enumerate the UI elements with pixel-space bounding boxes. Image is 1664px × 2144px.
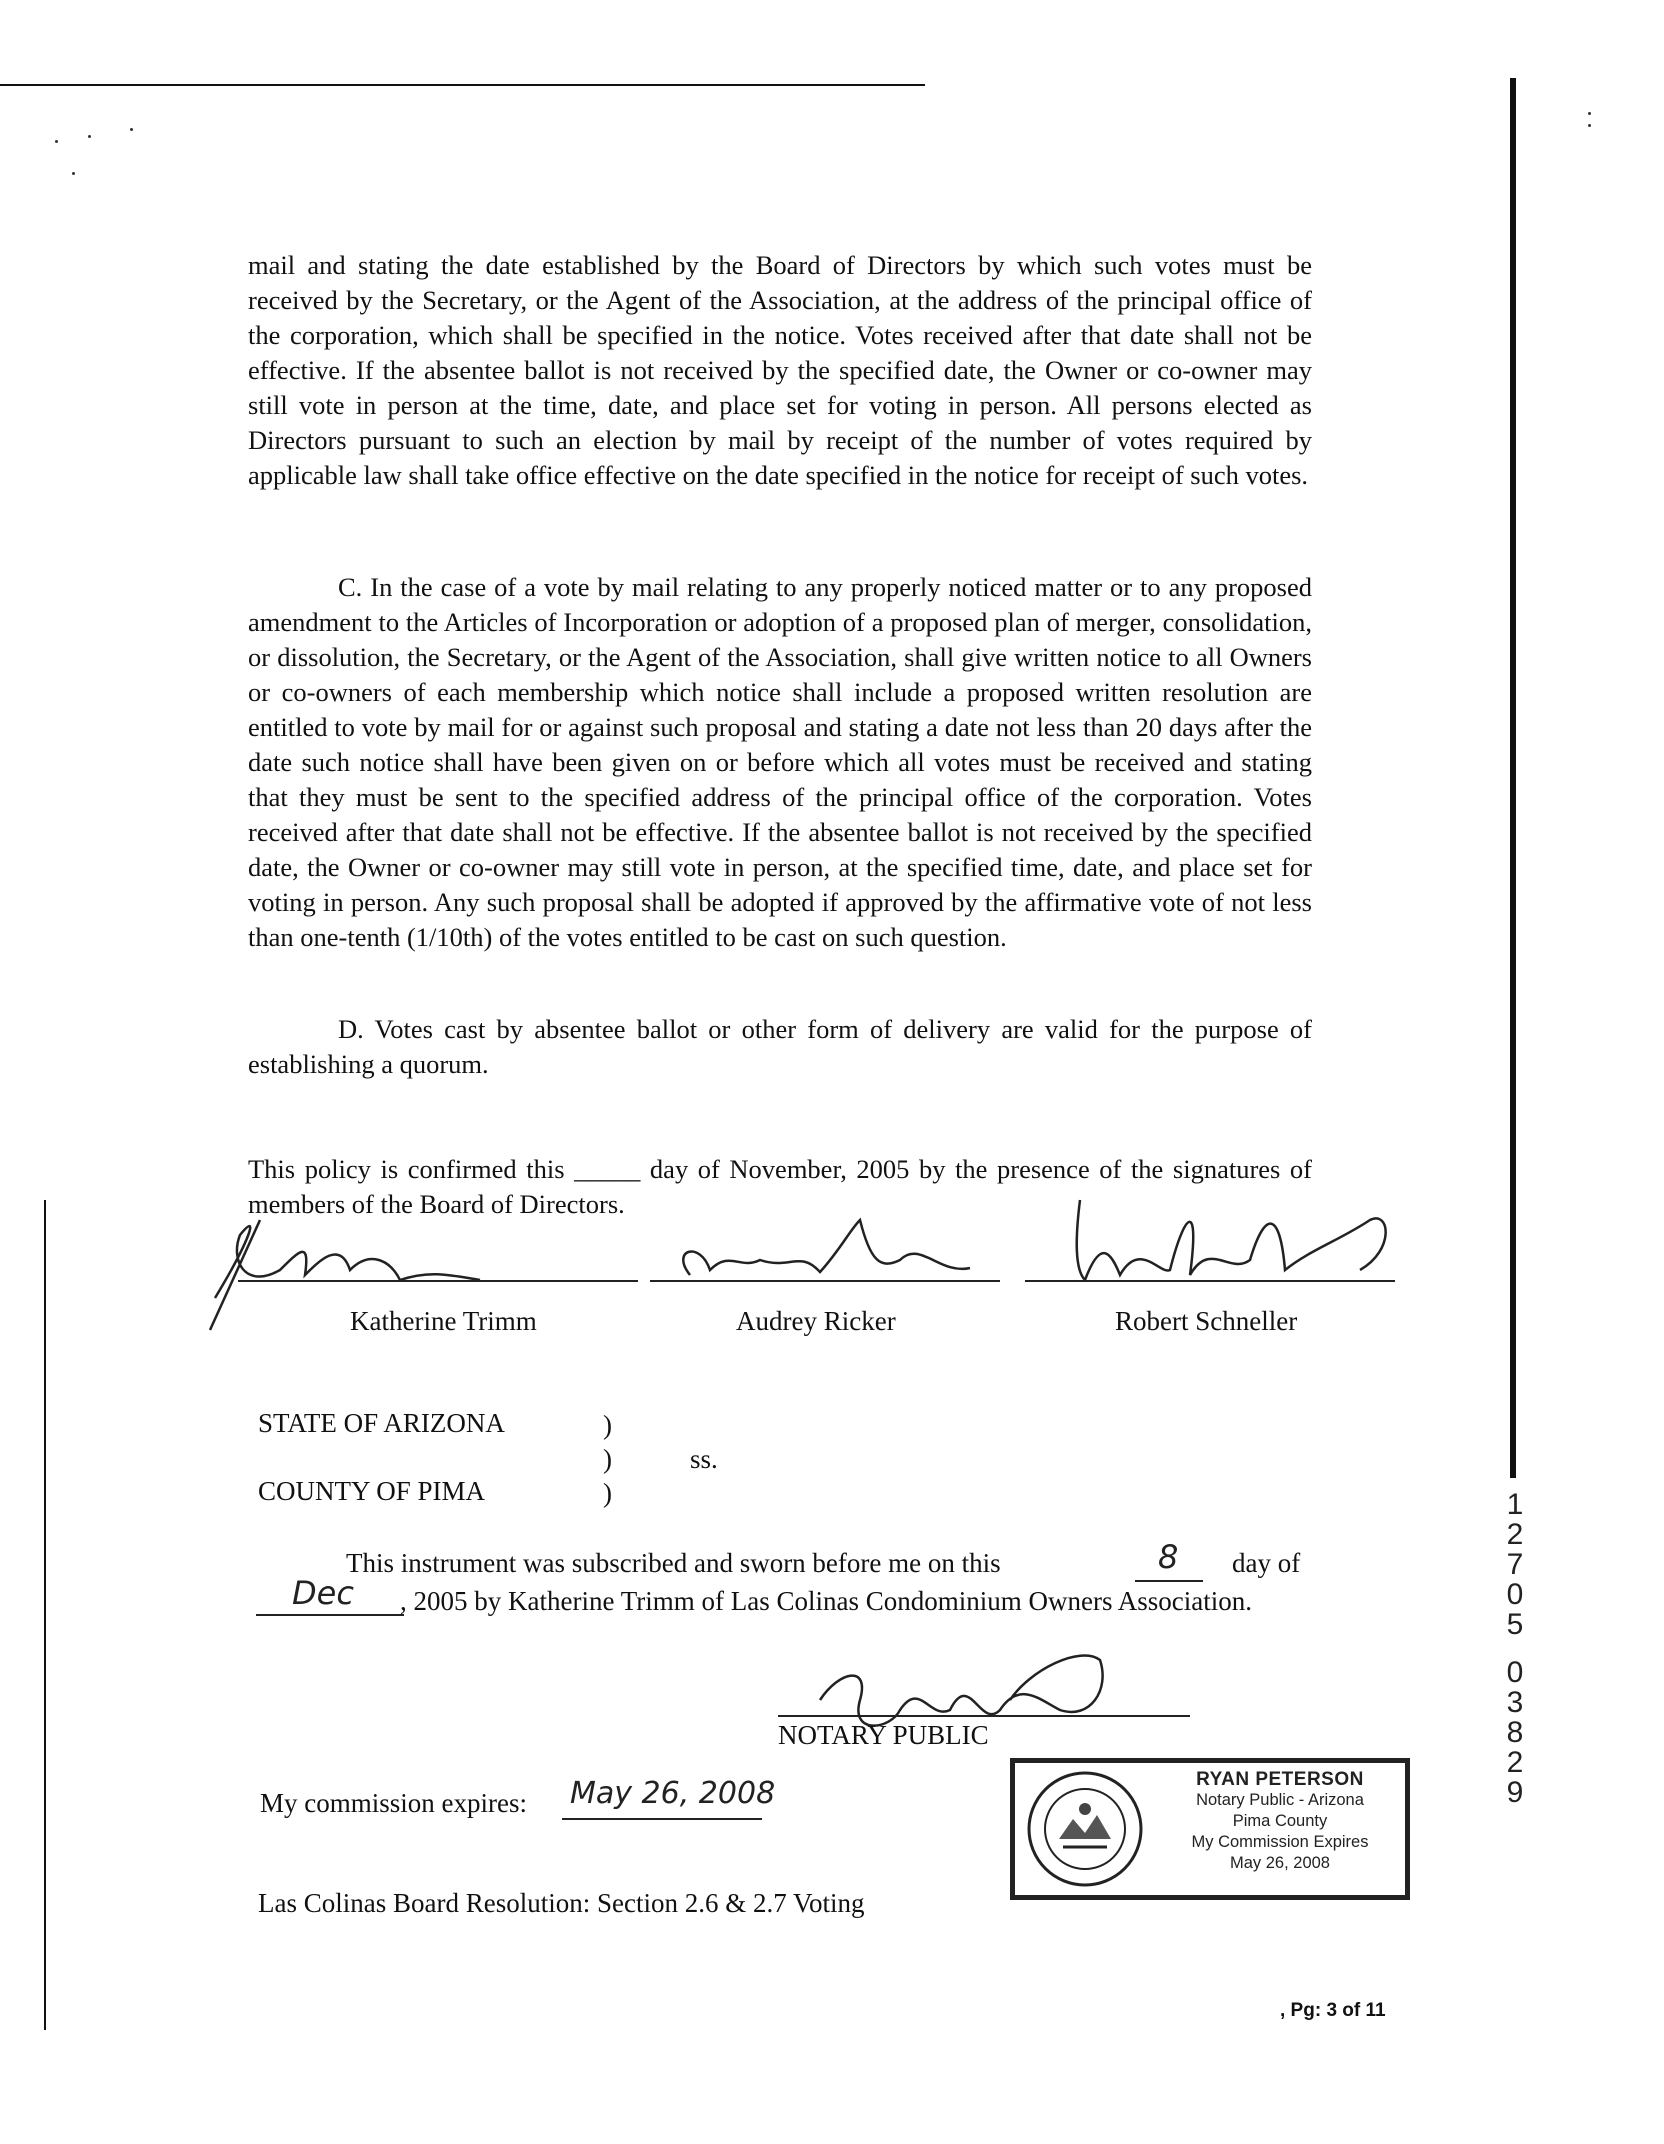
recording-number	[1495, 1490, 1535, 1808]
recording-digit: 2	[1506, 1746, 1524, 1779]
stamp-expires-label: My Commission Expires	[1191, 1833, 1369, 1851]
venue-paren: )	[603, 1478, 612, 1508]
signature-line-trimm	[238, 1280, 638, 1282]
handwritten-commission-date: May 26, 2008	[570, 1776, 776, 1811]
section-c-paragraph: C. In the case of a vote by mail relating to any properly noticed matter or to any proposed amendment to the Articles of Incorporation or adoption of a proposed plan of merger, consolidation, or dissolution, the Secretary, or the Agent of the Association, shall give written notice to all Owners or co-owners of each membership which notice shall include a proposed written resolution are entitled to vote by mail for or against such proposal and stating a date not less than 20 days after the date such notice shall have been given on or before which all votes must be received and stating that they must be sent to the specified address of the principal office of the corporation. Votes received after that date shall not be effective. If the absentee ballot is not received by the specified date, the Owner or co-owner may still vote in person, at the specified time, date, and place set for voting in person. Any such proposal shall be adopted if approved by the affirmative vote of not less than one-tenth (1/10th) of the votes entitled to be cast on such question.	[248, 572, 1312, 952]
stamp-notary-name: RYAN PETERSON	[1196, 1769, 1364, 1790]
handwritten-day: 8	[1158, 1538, 1179, 1576]
commission-label: My commission expires:	[260, 1788, 527, 1818]
notary-public-label: NOTARY PUBLIC	[778, 1720, 989, 1750]
notary-signature-line	[778, 1715, 1190, 1717]
venue-paren: )	[603, 1410, 612, 1440]
signatory-name: Robert Schneller	[1115, 1306, 1298, 1336]
speck	[72, 172, 75, 175]
recording-digit: 0	[1506, 1656, 1524, 1689]
recording-digit: 1	[1506, 1488, 1524, 1521]
signature-audrey-ricker	[683, 1220, 970, 1275]
notary-line1a: This instrument was subscribed and sworn before me on this	[346, 1548, 1001, 1578]
recording-digit: 9	[1506, 1776, 1524, 1809]
venue-county: COUNTY OF PIMA	[258, 1476, 486, 1506]
notary-line2: , 2005 by Katherine Trimm of Las Colinas Condominium Owners Association.	[400, 1586, 1252, 1616]
commission-line	[562, 1818, 762, 1820]
recording-digit: 0	[1506, 1578, 1524, 1611]
confirmation-paragraph: This policy is confirmed this _____ day of November, 2005 by the presence of the signatures of members of the Board of Directors.	[248, 1154, 1312, 1219]
venue-paren: )	[603, 1444, 612, 1474]
continuation-paragraph: mail and stating the date established by the Board of Directors by which such votes must be received by the Secretary, or the Agent of the Association, at the address of the principal office of the corporation, which shall be specified in the notice. Votes received after that date shall not be effective. If the absentee ballot is not received by the specified date, the Owner or co-owner may still vote in person at the time, date, and place set for voting in person. All persons elected as Directors pursuant to such an election by mail by receipt of the number of votes required by applicable law shall take office effective on the date specified in the notice for receipt of such votes.	[248, 250, 1312, 490]
stamp-title: Notary Public - Arizona	[1196, 1791, 1364, 1809]
speck	[55, 140, 58, 143]
recording-digit: 7	[1506, 1548, 1524, 1581]
speck	[88, 135, 91, 138]
notary-line1b: day of	[1232, 1548, 1301, 1578]
page-number: , Pg: 3 of 11	[1280, 2000, 1386, 2021]
recording-digit: 5	[1506, 1608, 1524, 1641]
notary-stamp	[1010, 1758, 1410, 1900]
recording-digit: 3	[1506, 1686, 1524, 1719]
signature-robert-schneller	[1077, 1200, 1386, 1280]
speck	[130, 128, 133, 131]
section-d-paragraph: D. Votes cast by absentee ballot or other form of delivery are valid for the purpose of establishing a quorum.	[248, 1014, 1312, 1079]
venue-ss: ss.	[690, 1444, 718, 1474]
blank-month-line	[256, 1614, 404, 1616]
top-scan-line	[0, 84, 925, 86]
signature-line-schneller	[1025, 1280, 1395, 1282]
signatory-name: Katherine Trimm	[350, 1306, 537, 1336]
resolution-footer: Las Colinas Board Resolution: Section 2.6 & 2.7 Voting	[258, 1888, 865, 1918]
recording-digit: 2	[1506, 1518, 1524, 1551]
venue-state: STATE OF ARIZONA	[258, 1408, 505, 1438]
speck	[1588, 112, 1591, 115]
stamp-county: Pima County	[1232, 1812, 1328, 1830]
recording-digit: 8	[1506, 1716, 1524, 1749]
speck	[1588, 124, 1591, 127]
signature-line-ricker	[650, 1280, 1000, 1282]
signatory-name: Audrey Ricker	[736, 1306, 896, 1336]
state-seal-icon	[1023, 1767, 1147, 1891]
handwritten-month: Dec	[292, 1574, 354, 1612]
stamp-expires-date: May 26, 2008	[1230, 1854, 1330, 1872]
blank-day-line	[1135, 1580, 1203, 1582]
